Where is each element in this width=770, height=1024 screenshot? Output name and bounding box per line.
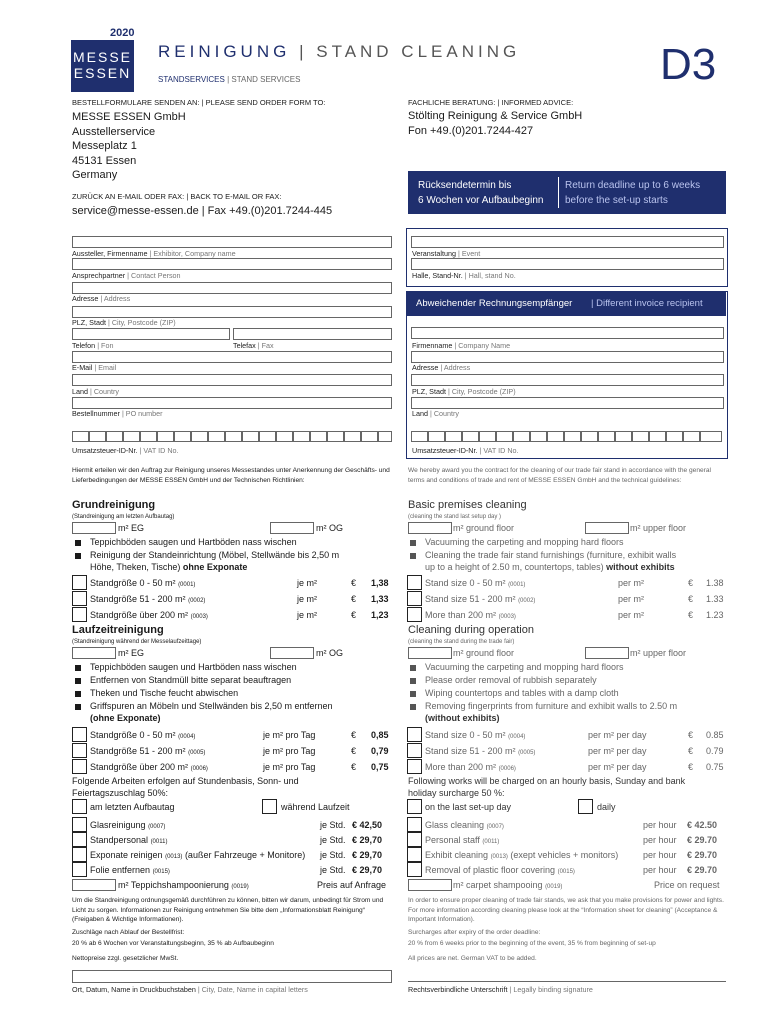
hourly-unit: je Std. — [320, 820, 346, 830]
vat-box[interactable] — [411, 431, 428, 442]
operation-bullet-1: Teppichböden saugen und Hartböden nass wischen — [90, 662, 297, 672]
invoice-extra-input[interactable] — [411, 327, 724, 339]
vat-box[interactable] — [462, 431, 479, 442]
deadline-en-line1: Return deadline up to 6 weeks — [565, 180, 701, 191]
stand-staff-price: € 29,70 — [352, 835, 383, 845]
basic-en-bullet-2: Cleaning the trade fair stand furnishings (furniture, exhibit walls — [425, 550, 677, 560]
fax-input[interactable] — [233, 328, 392, 340]
invoice-address-input[interactable] — [411, 374, 724, 386]
intro-de: Hiermit erteilen wir den Auftrag zur Reinigung unseres Messestandes unter Anerkennung der Geschäfts- und Lieferbedingungen der MESSE ESSEN GmbH und der Technischen Richtlinien: — [72, 467, 390, 484]
basic-upper-floor-input[interactable] — [585, 522, 629, 534]
currency: € — [688, 730, 694, 740]
vat-box[interactable] — [106, 431, 123, 442]
last-setup-day-label: am letzten Aufbautag — [90, 802, 175, 812]
operation-en-size-3-checkbox[interactable] — [407, 759, 422, 774]
vat-box[interactable] — [123, 431, 140, 442]
basic-upper-floor-label: m² upper floor — [630, 523, 687, 533]
vat-box[interactable] — [683, 431, 700, 442]
vat-box[interactable] — [157, 431, 174, 442]
note-surcharge-de-2: 20 % ab 6 Wochen vor Veranstaltungsbeginn, 35 % ab Aufbaubeginn — [72, 940, 274, 947]
operation-en-unit: per m² per day — [588, 730, 647, 740]
operation-en-price-3: 0.75 — [706, 762, 724, 772]
contact-input[interactable] — [72, 258, 392, 270]
basic-og-input[interactable] — [270, 522, 314, 534]
basic-en-size-2: Stand size 51 - 200 m² (0002) — [425, 594, 536, 604]
address-line: Messeplatz 1 — [72, 140, 137, 152]
exhibitor-input[interactable] — [72, 236, 392, 248]
advice-phone: Fon +49.(0)201.7244-427 — [408, 125, 534, 137]
country-label: Land | Country — [72, 387, 120, 396]
operation-upper-floor-label: m² upper floor — [630, 648, 687, 658]
send-to-label: BESTELLFORMULARE SENDEN AN: | PLEASE SEND ORDER FORM TO: — [72, 98, 326, 107]
hourly-unit: je Std. — [320, 850, 346, 860]
carpet-shampoo-price: Preis auf Anfrage — [317, 880, 387, 890]
operation-en-bullet-2: Please order removal of rubbish separately — [425, 675, 597, 685]
logo-line-2: ESSEN — [73, 65, 132, 81]
basic-og-label: m² OG — [316, 523, 343, 533]
address-line: Germany — [72, 169, 118, 181]
currency: € — [688, 594, 694, 604]
currency: € — [351, 730, 357, 740]
basic-en-size-3: More than 200 m² (0003) — [425, 610, 516, 620]
en-glass-cleaning-checkbox[interactable] — [407, 817, 422, 832]
signature-line[interactable] — [408, 981, 726, 982]
en-personal-staff-price: € 29.70 — [687, 835, 718, 845]
return-label: ZURÜCK AN E-MAIL ODER FAX: | BACK TO E-MAIL OR FAX: — [72, 192, 282, 201]
contact-label: Ansprechpartner | Contact Person — [72, 271, 181, 280]
note-power-de: Um die Standreinigung ordnungsgemäß durchführen zu können, bitten wir darum, unbedingt für Strom und Licht zu sorgen. Informationen zur Reinigung entnehmen Sie bitte dem „Informationsblatt Reinigung“ (Freigaben & Wichtige Informationen). — [72, 897, 384, 923]
city-label: PLZ, Stadt | City, Postcode (ZIP) — [72, 318, 176, 327]
operation-og-input[interactable] — [270, 647, 314, 659]
hall-input[interactable] — [411, 258, 724, 270]
address-line: MESSE ESSEN GmbH — [72, 111, 186, 123]
operation-sub-en: (cleaning the stand during the trade fair) — [408, 639, 515, 645]
basic-ground-floor-label: m² ground floor — [453, 523, 515, 533]
vat-box[interactable] — [445, 431, 462, 442]
return-contact: service@messe-essen.de | Fax +49.(0)201.7244-445 — [72, 205, 333, 217]
stand-staff-checkbox[interactable] — [72, 832, 87, 847]
deadline-de-line1: Rücksendetermin bis — [418, 180, 512, 191]
en-glass-cleaning-price: € 42.50 — [687, 820, 718, 830]
note-surcharge-en-2: 20 % from 6 weeks prior to the beginning of the event, 35 % from beginning of set-up — [408, 940, 656, 947]
hourly-unit: je Std. — [320, 865, 346, 875]
carpet-shampoo-label: m² Teppichshampoonierung (0019) — [118, 880, 249, 890]
operation-bullet-2: Entfernen von Standmüll bitte separat beauftragen — [90, 675, 292, 685]
en-hourly-unit: per hour — [643, 835, 677, 845]
advice-label: FACHLICHE BERATUNG: | INFORMED ADVICE: — [408, 98, 574, 107]
basic-en-price-2: 1.33 — [706, 594, 724, 604]
vat-box[interactable] — [564, 431, 581, 442]
invoice-title-en: | Different invoice recipient — [591, 298, 703, 309]
vat-box[interactable] — [632, 431, 649, 442]
basic-unit: je m² — [297, 578, 317, 588]
vat-box[interactable] — [598, 431, 615, 442]
operation-unit: je m² pro Tag — [263, 762, 316, 772]
operation-unit: je m² pro Tag — [263, 730, 316, 740]
vat-id-boxes[interactable] — [72, 431, 392, 442]
basic-bullet-3: Höhe, Theken, Tische) ohne Exponate — [90, 562, 248, 572]
vat-box[interactable] — [293, 431, 310, 442]
basic-price-3: 1,23 — [371, 610, 389, 620]
operation-en-price-1: 0.85 — [706, 730, 724, 740]
vat-box[interactable] — [700, 431, 722, 442]
en-carpet-shampoo-label: m² carpet shampooing (0019) — [453, 880, 563, 890]
invoice-title-de: Abweichender Rechnungsempfänger — [416, 298, 573, 309]
basic-ground-floor-input[interactable] — [408, 522, 452, 534]
operation-price-1: 0,85 — [371, 730, 389, 740]
title-de: REINIGUNG — [158, 42, 291, 61]
basic-size-3-checkbox[interactable] — [72, 607, 87, 622]
en-last-setup-day-label: on the last set-up day — [425, 802, 512, 812]
invoice-company-input[interactable] — [411, 351, 724, 363]
basic-en-size-1-checkbox[interactable] — [407, 575, 422, 590]
operation-size-3: Standgröße über 200 m² (0006) — [90, 762, 208, 772]
en-last-setup-day-checkbox[interactable] — [407, 799, 422, 814]
basic-eg-input[interactable] — [72, 522, 116, 534]
vat-box[interactable] — [530, 431, 547, 442]
operation-size-3-checkbox[interactable] — [72, 759, 87, 774]
en-personal-staff-checkbox[interactable] — [407, 832, 422, 847]
hourly-intro-en-1: Following works will be charged on an hourly basis, Sunday and bank — [408, 776, 686, 786]
vat-box[interactable] — [344, 431, 361, 442]
basic-size-2-checkbox[interactable] — [72, 591, 87, 606]
operation-en-bullet-4: Removing fingerprints from furniture and exhibit walls to 2.50 m — [425, 701, 678, 711]
en-personal-staff-label: Personal staff (0011) — [425, 835, 500, 845]
stand-staff-label: Standpersonal (0011) — [90, 835, 168, 845]
vat-box[interactable] — [615, 431, 632, 442]
note-surcharge-en-1: Surcharges after expiry of the order deadline: — [408, 929, 541, 936]
exhibit-cleaning-label: Exponate reinigen (0013) (außer Fahrzeuge + Monitore) — [90, 850, 306, 860]
operation-ground-floor-label: m² ground floor — [453, 648, 515, 658]
po-number-input[interactable] — [72, 397, 392, 409]
deadline-de-line2: 6 Wochen vor Aufbaubeginn — [418, 195, 544, 206]
invoice-header — [407, 292, 726, 316]
bullet — [410, 553, 416, 559]
operation-bullet-3: Theken und Tische feucht abwischen — [90, 688, 239, 698]
vat-box[interactable] — [496, 431, 513, 442]
hall-label: Halle, Stand-Nr. | Hall, stand No. — [412, 271, 516, 280]
basic-en-unit: per m² — [618, 594, 645, 604]
vat-box[interactable] — [174, 431, 191, 442]
currency: € — [688, 746, 694, 756]
basic-en-bullet-1: Vacuuming the carpeting and mopping hard floors — [425, 537, 624, 547]
exhibit-cleaning-checkbox[interactable] — [72, 847, 87, 862]
operation-en-bullet-5: (without exhibits) — [425, 713, 500, 723]
basic-size-3: Standgröße über 200 m² (0003) — [90, 610, 208, 620]
operation-en-unit: per m² per day — [588, 746, 647, 756]
operation-size-2-checkbox[interactable] — [72, 743, 87, 758]
vat-box[interactable] — [310, 431, 327, 442]
intro-en: We hereby award you the contract for the cleaning of our trade fair stand in accordance with the general terms and conditions of trade and rent of MESSE ESSEN GmbH and the technical guidelines: — [408, 467, 712, 484]
currency: € — [351, 762, 357, 772]
operation-unit: je m² pro Tag — [263, 746, 316, 756]
glass-cleaning-price: € 42,50 — [352, 820, 383, 830]
basic-eg-label: m² EG — [118, 523, 144, 533]
operation-en-bullet-3: Wiping countertops and tables with a damp cloth — [425, 688, 619, 698]
operation-en-size-2-checkbox[interactable] — [407, 743, 422, 758]
operation-en-size-3: More than 200 m² (0006) — [425, 762, 516, 772]
currency: € — [351, 594, 357, 604]
invoice-vat-label: Umsatzsteuer-ID-Nr. | VAT ID No. — [412, 446, 519, 455]
basic-title-en: Basic premises cleaning — [408, 499, 527, 511]
basic-sub-de: (Standreinigung am letzten Aufbautag) — [72, 514, 175, 520]
foil-removal-checkbox[interactable] — [72, 862, 87, 877]
basic-en-size-2-checkbox[interactable] — [407, 591, 422, 606]
en-hourly-unit: per hour — [643, 865, 677, 875]
operation-en-size-1: Stand size 0 - 50 m² (0004) — [425, 730, 526, 740]
deadline-de — [418, 178, 543, 208]
last-setup-day-checkbox[interactable] — [72, 799, 87, 814]
en-exhibit-cleaning-label: Exhibit cleaning (0013) (exept vehicles + monitors) — [425, 850, 619, 860]
basic-size-1-checkbox[interactable] — [72, 575, 87, 590]
advice-company: Stölting Reinigung & Service GmbH — [408, 110, 583, 122]
operation-upper-floor-input[interactable] — [585, 647, 629, 659]
operation-size-2: Standgröße 51 - 200 m² (0005) — [90, 746, 206, 756]
vat-box[interactable] — [191, 431, 208, 442]
basic-bullet-1: Teppichböden saugen und Hartböden nass wischen — [90, 537, 297, 547]
vat-box[interactable] — [259, 431, 276, 442]
operation-title-en: Cleaning during operation — [408, 624, 534, 636]
event-input[interactable] — [411, 236, 724, 248]
bullet — [410, 704, 416, 710]
operation-size-1-checkbox[interactable] — [72, 727, 87, 742]
title-en: STAND CLEANING — [316, 42, 521, 61]
bullet — [410, 691, 416, 697]
currency: € — [351, 610, 357, 620]
vat-box[interactable] — [666, 431, 683, 442]
basic-size-2: Standgröße 51 - 200 m² (0002) — [90, 594, 206, 604]
currency: € — [351, 578, 357, 588]
invoice-company-label: Firmenname | Company Name — [412, 341, 511, 350]
basic-sub-en: (cleaning the stand last setup day ) — [408, 514, 502, 520]
subtitle-de: STANDSERVICES — [158, 75, 225, 84]
vat-box[interactable] — [225, 431, 242, 442]
bullet — [75, 691, 81, 697]
operation-en-size-2: Stand size 51 - 200 m² (0005) — [425, 746, 536, 756]
basic-en-size-3-checkbox[interactable] — [407, 607, 422, 622]
place-date-name-input[interactable] — [72, 970, 392, 983]
note-power-en: In order to ensure proper cleaning of trade fair stands, we ask that you make provisions for power and lights. For more information according cleaning please look at the “Information sheet for cleaning” (Acceptance & Important Information). — [408, 897, 724, 923]
operation-eg-input[interactable] — [72, 647, 116, 659]
basic-en-price-1: 1.38 — [706, 578, 724, 588]
operation-bullet-4: Griffspuren an Möbeln und Stellwänden bis 2,50 m entfernen — [90, 701, 333, 711]
en-hourly-unit: per hour — [643, 850, 677, 860]
basic-price-2: 1,33 — [371, 594, 389, 604]
vat-box[interactable] — [547, 431, 564, 442]
operation-size-1: Standgröße 0 - 50 m² (0004) — [90, 730, 196, 740]
foil-removal-label: Folie entfernen (0015) — [90, 865, 170, 875]
email-input[interactable] — [72, 351, 392, 363]
hourly-intro-de-2: Feiertagszuschlag 50%: — [72, 788, 169, 798]
invoice-vat-boxes[interactable] — [411, 431, 723, 442]
bullet — [75, 553, 81, 559]
basic-en-unit: per m² — [618, 578, 645, 588]
foil-removal-price: € 29,70 — [352, 865, 383, 875]
en-carpet-shampoo-input[interactable] — [408, 879, 452, 891]
phone-input[interactable] — [72, 328, 230, 340]
note-net-en: All prices are net. German VAT to be added. — [408, 955, 537, 962]
en-daily-checkbox[interactable] — [578, 799, 593, 814]
city-input[interactable] — [72, 306, 392, 318]
vat-box[interactable] — [72, 431, 89, 442]
en-exhibit-cleaning-checkbox[interactable] — [407, 847, 422, 862]
deadline-en-line2: before the set-up starts — [565, 195, 668, 206]
exhibit-cleaning-price: € 29,70 — [352, 850, 383, 860]
operation-eg-label: m² EG — [118, 648, 144, 658]
vat-label: Umsatzsteuer-ID-Nr. | VAT ID No. — [72, 446, 179, 455]
title-sep: | — [299, 42, 308, 61]
operation-price-3: 0,75 — [371, 762, 389, 772]
currency: € — [688, 578, 694, 588]
bullet — [410, 665, 416, 671]
vat-box[interactable] — [479, 431, 496, 442]
hourly-intro-en-2: holiday surcharge 50 %: — [408, 788, 505, 798]
en-plastic-removal-checkbox[interactable] — [407, 862, 422, 877]
vat-box[interactable] — [649, 431, 666, 442]
vat-box[interactable] — [276, 431, 293, 442]
bullet — [410, 678, 416, 684]
vat-box[interactable] — [428, 431, 445, 442]
basic-en-unit: per m² — [618, 610, 645, 620]
logo-line-1: MESSE — [72, 49, 132, 65]
note-surcharge-de-1: Zuschläge nach Ablauf der Bestellfrist: — [72, 929, 185, 936]
operation-price-2: 0,79 — [371, 746, 389, 756]
hourly-unit: je Std. — [320, 835, 346, 845]
en-plastic-removal-price: € 29.70 — [687, 865, 718, 875]
subtitle-en: | STAND SERVICES — [227, 75, 301, 84]
operation-sub-de: (Standreinigung während der Messelaufzeittage) — [72, 639, 202, 645]
bullet — [75, 665, 81, 671]
en-daily-label: daily — [597, 802, 616, 812]
vat-box[interactable] — [140, 431, 157, 442]
glass-cleaning-label: Glasreinigung (0007) — [90, 820, 166, 830]
note-net-de: Nettopreise zzgl. gesetzlicher MwSt. — [72, 955, 179, 962]
vat-box[interactable] — [208, 431, 225, 442]
page-title — [158, 42, 520, 62]
operation-title-de: Laufzeitreinigung — [72, 624, 164, 636]
vat-box[interactable] — [327, 431, 344, 442]
basic-title-de: Grundreinigung — [72, 499, 156, 511]
invoice-country-label: Land | Country — [412, 409, 460, 418]
basic-en-size-1: Stand size 0 - 50 m² (0001) — [425, 578, 526, 588]
basic-size-1: Standgröße 0 - 50 m² (0001) — [90, 578, 196, 588]
carpet-shampoo-input[interactable] — [72, 879, 116, 891]
operation-en-unit: per m² per day — [588, 762, 647, 772]
basic-bullet-2: Reinigung der Standeinrichtung (Möbel, Stellwände bis 2,50 m — [90, 550, 340, 560]
vat-box[interactable] — [89, 431, 106, 442]
place-date-name-label: Ort, Datum, Name in Druckbuchstaben | City, Date, Name in capital letters — [72, 985, 308, 994]
exhibitor-label: Aussteller, Firmenname | Exhibitor, Company name — [72, 249, 236, 258]
during-event-label: während Laufzeit — [281, 802, 350, 812]
signature-label: Rechtsverbindliche Unterschrift | Legally binding signature — [408, 985, 593, 994]
address-label: Adresse | Address — [72, 294, 131, 303]
email-label: E-Mail | Email — [72, 363, 117, 372]
operation-en-size-1-checkbox[interactable] — [407, 727, 422, 742]
operation-og-label: m² OG — [316, 648, 343, 658]
address-line: 45131 Essen — [72, 154, 137, 167]
bullet — [75, 678, 81, 684]
deadline-box — [408, 171, 726, 214]
currency: € — [688, 610, 694, 620]
invoice-city-label: PLZ, Stadt | City, Postcode (ZIP) — [412, 387, 516, 396]
bullet — [75, 704, 81, 710]
currency: € — [688, 762, 694, 772]
operation-en-bullet-1: Vacuuming the carpeting and mopping hard floors — [425, 662, 624, 672]
en-exhibit-cleaning-price: € 29.70 — [687, 850, 718, 860]
vat-box[interactable] — [242, 431, 259, 442]
messe-essen-logo — [71, 40, 134, 92]
send-to-address — [72, 110, 186, 183]
deadline-en — [565, 178, 700, 208]
vat-box[interactable] — [361, 431, 378, 442]
vat-box[interactable] — [513, 431, 530, 442]
form-code: D3 — [660, 40, 717, 89]
basic-price-1: 1,38 — [371, 578, 389, 588]
subtitle — [158, 75, 300, 84]
operation-en-price-2: 0.79 — [706, 746, 724, 756]
invoice-address-label: Adresse | Address — [412, 363, 471, 372]
en-hourly-unit: per hour — [643, 820, 677, 830]
deadline-divider — [558, 177, 559, 208]
event-label: Veranstaltung | Event — [412, 249, 481, 258]
bullet — [410, 540, 416, 546]
vat-box[interactable] — [581, 431, 598, 442]
basic-en-bullet-3: up to a height of 2.50 m, countertops, tables) without exhibits — [425, 562, 675, 572]
en-plastic-removal-label: Removal of plastic floor covering (0015) — [425, 865, 575, 875]
address-input[interactable] — [72, 282, 392, 294]
hourly-intro-de-1: Folgende Arbeiten erfolgen auf Stundenbasis, Sonn- und — [72, 776, 299, 786]
operation-bullet-5: (ohne Exponate) — [90, 713, 161, 723]
basic-unit: je m² — [297, 610, 317, 620]
address-line: Ausstellerservice — [72, 125, 156, 138]
operation-ground-floor-input[interactable] — [408, 647, 452, 659]
en-glass-cleaning-label: Glass cleaning (0007) — [425, 820, 504, 830]
vat-box[interactable] — [378, 431, 392, 442]
year: 2020 — [110, 27, 135, 39]
glass-cleaning-checkbox[interactable] — [72, 817, 87, 832]
po-number-label: Bestellnummer | PO number — [72, 409, 163, 418]
invoice-city-input[interactable] — [411, 397, 724, 409]
basic-en-price-3: 1.23 — [706, 610, 724, 620]
basic-unit: je m² — [297, 594, 317, 604]
country-input[interactable] — [72, 374, 392, 386]
fax-label: Telefax | Fax — [233, 341, 274, 350]
during-event-checkbox[interactable] — [262, 799, 277, 814]
bullet — [75, 540, 81, 546]
currency: € — [351, 746, 357, 756]
phone-label: Telefon | Fon — [72, 341, 114, 350]
en-carpet-shampoo-price: Price on request — [654, 880, 720, 890]
